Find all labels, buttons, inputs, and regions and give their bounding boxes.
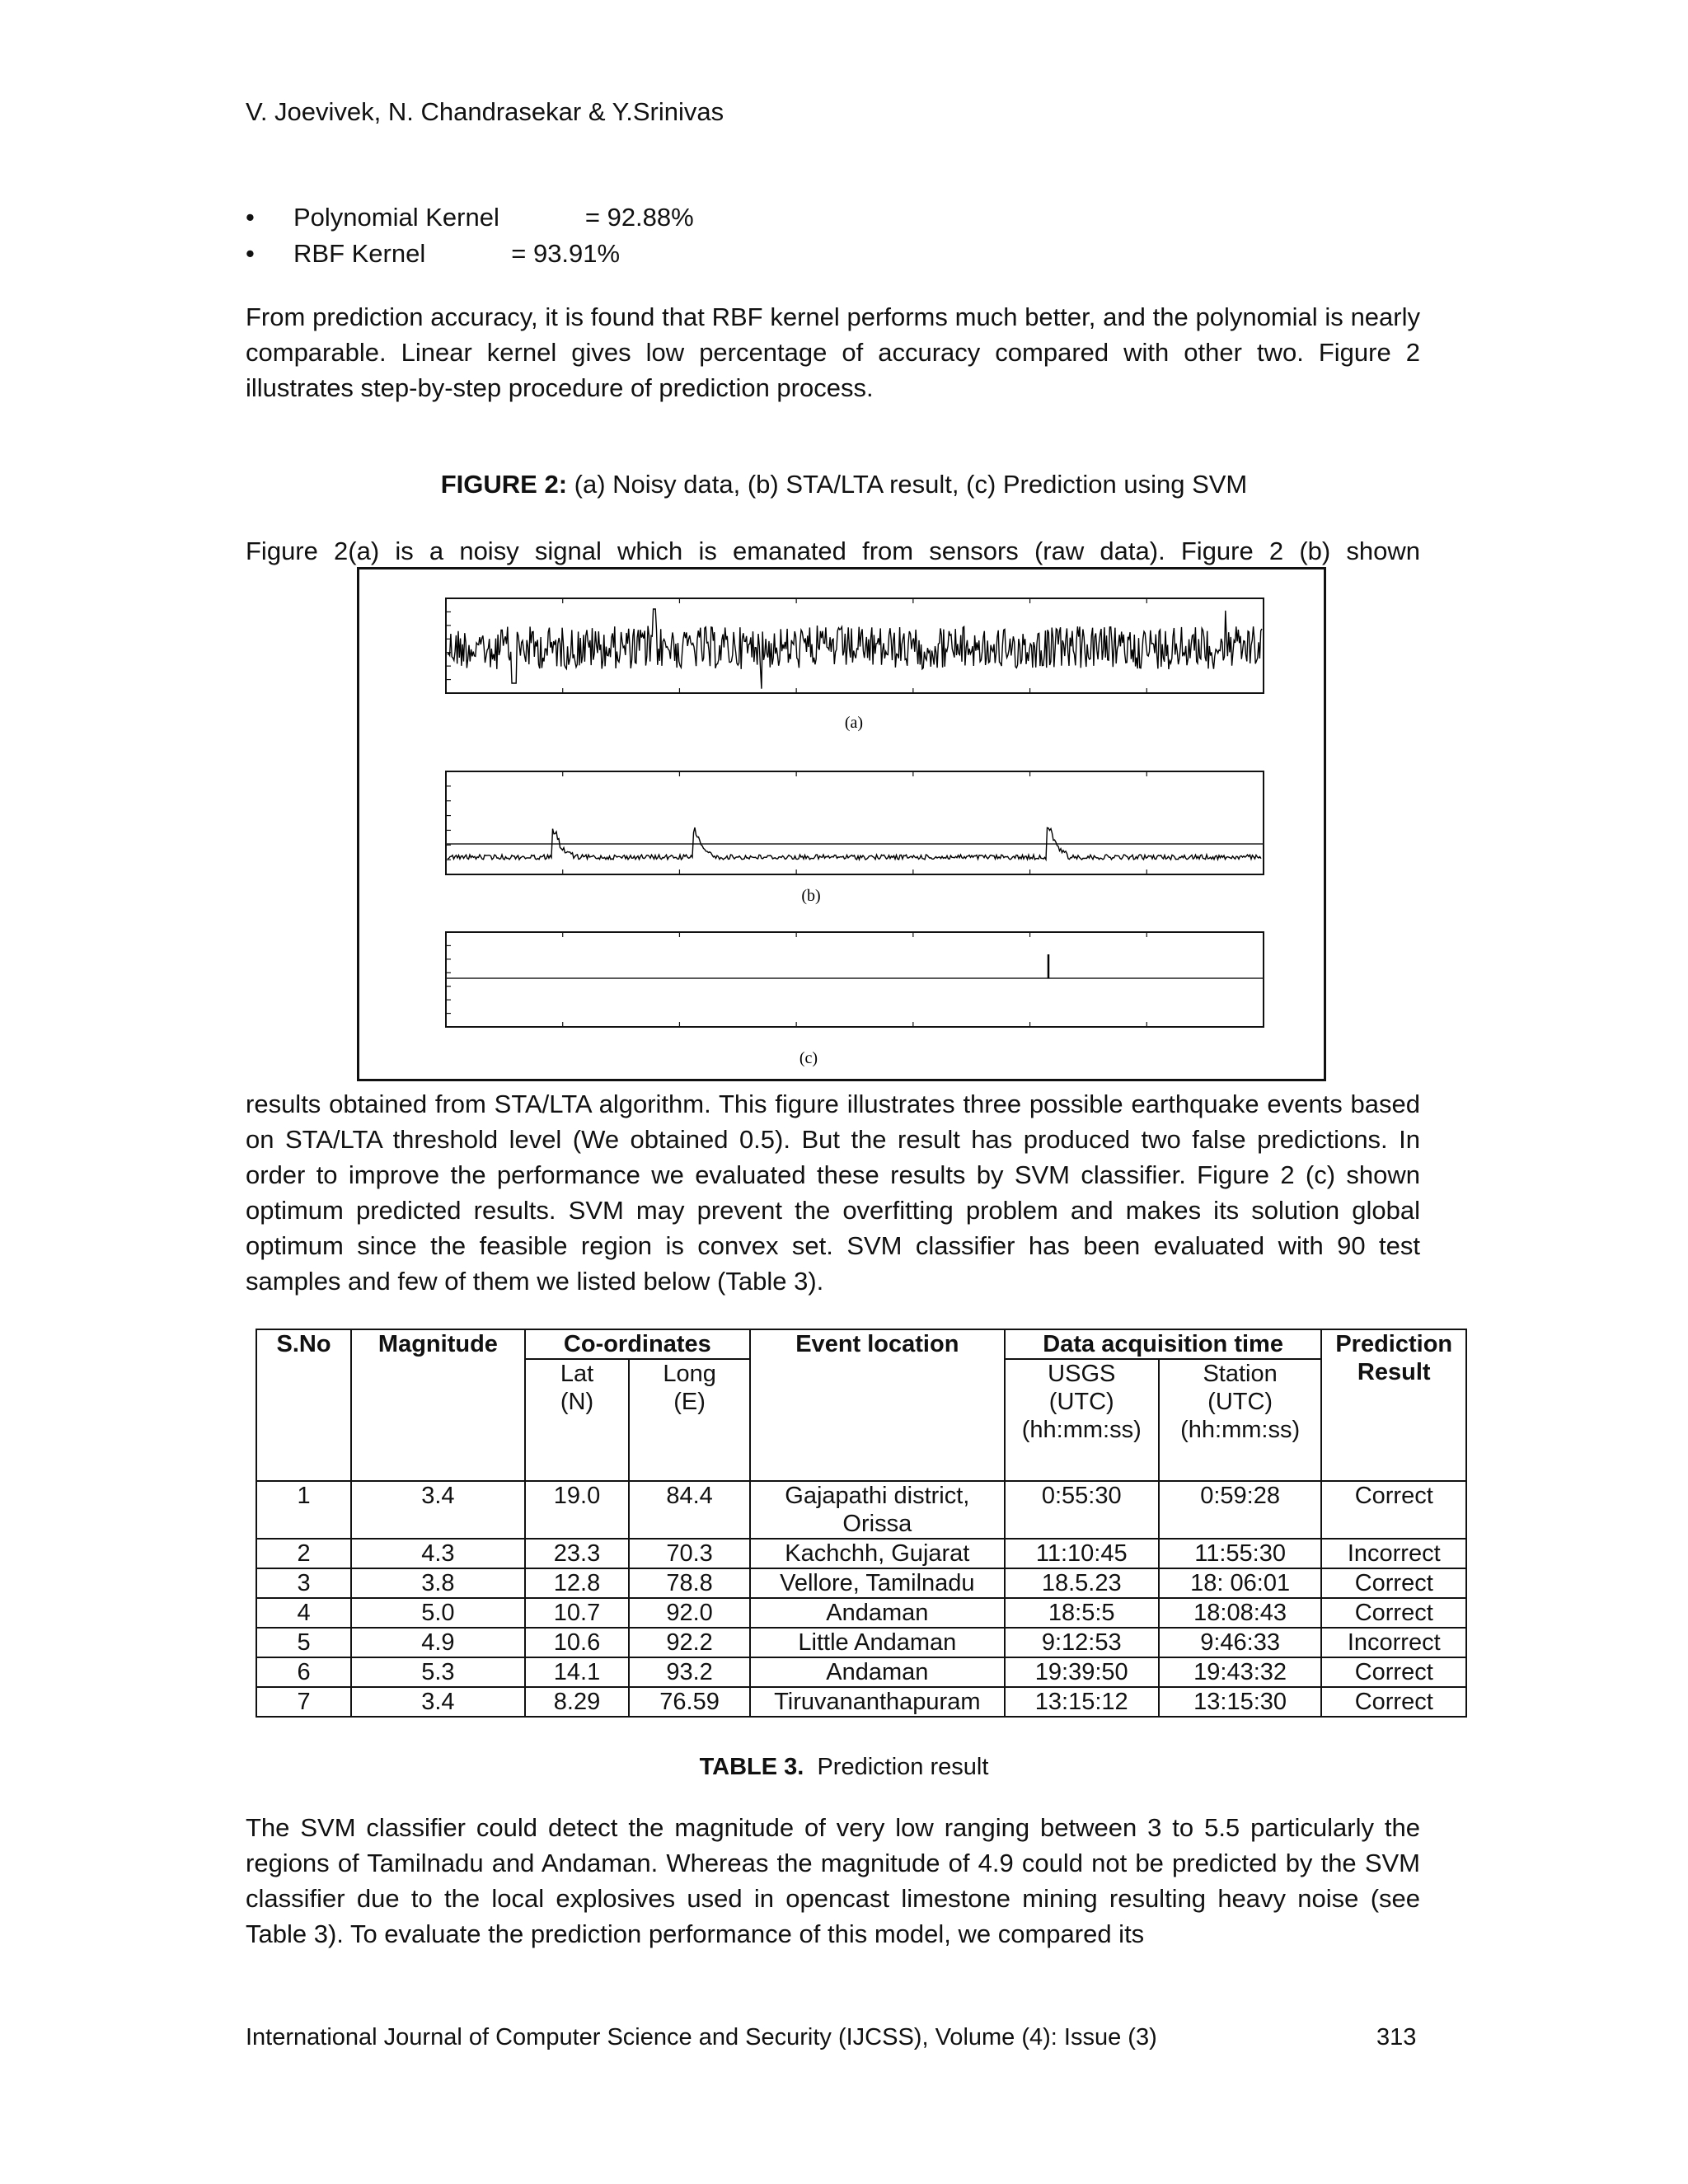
- panel-a-noisy-signal: [446, 598, 1264, 732]
- panel-a-ticks: [446, 598, 1264, 693]
- paragraph-kernel-comparison: From prediction accuracy, it is found that RBF kernel performs much better, and the polynomial is nearly comparable. Linear kernel gives low percentage of accuracy compared with other two. Figure 2 illustrates step-by-step procedure of prediction process.: [246, 302, 1420, 402]
- table-cell: Incorrect: [1321, 1539, 1466, 1568]
- panel-a-frame: [446, 598, 1264, 693]
- table-cell: 10.7: [525, 1598, 630, 1628]
- table-cell: Tiruvananthapuram: [750, 1687, 1005, 1717]
- table-body: [256, 1481, 1466, 1717]
- bullet-value: = 93.91%: [511, 239, 621, 268]
- bullet-label: RBF Kernel: [293, 239, 426, 268]
- panel-c-frame: [446, 932, 1264, 1027]
- table-row: [256, 1657, 1466, 1687]
- header-station: Station (UTC) (hh:mm:ss): [1159, 1359, 1322, 1481]
- table-cell: Correct: [1321, 1481, 1466, 1539]
- panel-b-ticks: [446, 771, 1264, 874]
- list-item: [246, 236, 694, 272]
- table-cell: 3: [256, 1568, 351, 1598]
- table-cell: Correct: [1321, 1568, 1466, 1598]
- table-cell: Kachchh, Gujarat: [750, 1539, 1005, 1568]
- paragraph-figure-intro: Figure 2(a) is a noisy signal which is emanated from sensors (raw data). Figure 2 (b) shown: [246, 537, 1420, 565]
- header-prediction-result: Prediction Result: [1321, 1329, 1466, 1481]
- table-cell: 3.4: [351, 1481, 525, 1539]
- header-sno: S.No: [256, 1329, 351, 1481]
- table-cell: 4.3: [351, 1539, 525, 1568]
- table-cell: Andaman: [750, 1657, 1005, 1687]
- table-cell: 18: 06:01: [1159, 1568, 1322, 1598]
- panel-a-label: (a): [844, 714, 864, 732]
- table-cell: 18.5.23: [1005, 1568, 1159, 1598]
- table-cell: Andaman: [750, 1598, 1005, 1628]
- table-cell: 19:43:32: [1159, 1657, 1322, 1687]
- table-cell: 13:15:30: [1159, 1687, 1322, 1717]
- table-cell: 84.4: [629, 1481, 750, 1539]
- paragraph-sta-lta-results: results obtained from STA/LTA algorithm. This figure illustrates three possible earthquake events based on STA/LTA threshold level (We obtained 0.5). But the result has produced two false predictions. In order to improve the performance we evaluated these results by SVM classifier. Figure 2 (c) shown optimum predicted results. SVM may prevent the overfitting problem and makes its solution global optimum since the feasible region is convex set. SVM classifier has been evaluated with 90 test samples and few of them we listed below (Table 3).: [246, 1090, 1420, 1296]
- table-cell: 3.4: [351, 1687, 525, 1717]
- paragraph-svm-discussion: The SVM classifier could detect the magnitude of very low ranging between 3 to 5.5 particularly the regions of Tamilnadu and Andaman. Whereas the magnitude of 4.9 could not be predicted by the SVM classifier due to the local explosives used in opencast limestone mining resulting heavy noise (see Table 3). To evaluate the prediction performance of this model, we compared its: [246, 1813, 1420, 1948]
- table-caption-label: TABLE 3.: [699, 1754, 804, 1780]
- table-caption-text: Prediction result: [804, 1754, 989, 1780]
- table-cell: 5: [256, 1628, 351, 1657]
- table-row: [256, 1539, 1466, 1568]
- table-cell: Correct: [1321, 1657, 1466, 1687]
- table-cell: Correct: [1321, 1687, 1466, 1717]
- journal-footer: International Journal of Computer Science and Security (IJCSS), Volume (4): Issue (3): [246, 2024, 1157, 2050]
- table-cell: 76.59: [629, 1687, 750, 1717]
- table-row: [256, 1481, 1466, 1539]
- table-cell: 10.6: [525, 1628, 630, 1657]
- table-cell: Vellore, Tamilnadu: [750, 1568, 1005, 1598]
- table-row: [256, 1568, 1466, 1598]
- table-cell: 5.3: [351, 1657, 525, 1687]
- table-cell: 14.1: [525, 1657, 630, 1687]
- table-cell: 12.8: [525, 1568, 630, 1598]
- table-cell: 70.3: [629, 1539, 750, 1568]
- table-cell: Incorrect: [1321, 1628, 1466, 1657]
- table-cell: 5.0: [351, 1598, 525, 1628]
- table-cell: 0:59:28: [1159, 1481, 1322, 1539]
- table-row: [256, 1687, 1466, 1717]
- table-cell: 6: [256, 1657, 351, 1687]
- list-item: [246, 199, 694, 236]
- bullet-value: = 92.88%: [584, 203, 694, 232]
- header-coordinates: Co-ordinates: [525, 1329, 750, 1359]
- header-lat: Lat (N): [525, 1359, 630, 1481]
- running-head: V. Joevivek, N. Chandrasekar & Y.Srinivas: [246, 97, 724, 126]
- figure-2: [357, 567, 1326, 1081]
- table-cell: 19:39:50: [1005, 1657, 1159, 1687]
- table-cell: Little Andaman: [750, 1628, 1005, 1657]
- table-cell: Correct: [1321, 1598, 1466, 1628]
- page-number: 313: [1376, 2024, 1417, 2050]
- header-acquisition-time: Data acquisition time: [1005, 1329, 1322, 1359]
- figure-caption-text: (a) Noisy data, (b) STA/LTA result, (c) Prediction using SVM: [567, 470, 1248, 499]
- table-cell: 9:12:53: [1005, 1628, 1159, 1657]
- table-cell: 7: [256, 1687, 351, 1717]
- panel-a-signal-trace: [448, 609, 1262, 689]
- table-cell: 18:5:5: [1005, 1598, 1159, 1628]
- figure-caption-label: FIGURE 2:: [440, 470, 568, 499]
- table-cell: 9:46:33: [1159, 1628, 1322, 1657]
- table-cell: 78.8: [629, 1568, 750, 1598]
- panel-b-frame: [446, 771, 1264, 874]
- table-cell: 2: [256, 1539, 351, 1568]
- table-row: [256, 1598, 1466, 1628]
- table-cell: 1: [256, 1481, 351, 1539]
- header-usgs: USGS (UTC) (hh:mm:ss): [1005, 1359, 1159, 1481]
- prediction-results-table: [256, 1329, 1467, 1718]
- table-cell: 8.29: [525, 1687, 630, 1717]
- table-cell: 11:10:45: [1005, 1539, 1159, 1568]
- table-cell: 4: [256, 1598, 351, 1628]
- panel-b-label: (b): [801, 887, 821, 905]
- panel-c-ticks: [446, 932, 1264, 1027]
- header-magnitude: Magnitude: [351, 1329, 525, 1481]
- table-cell: 4.9: [351, 1628, 525, 1657]
- table-cell: 23.3: [525, 1539, 630, 1568]
- table-cell: 92.2: [629, 1628, 750, 1657]
- panel-c-label: (c): [799, 1049, 818, 1067]
- header-long: Long (E): [629, 1359, 750, 1481]
- table-cell: Gajapathi district, Orissa: [750, 1481, 1005, 1539]
- table-cell: 13:15:12: [1005, 1687, 1159, 1717]
- table-cell: 11:55:30: [1159, 1539, 1322, 1568]
- table-caption: [0, 1754, 1688, 1781]
- kernel-accuracy-list: [246, 199, 694, 272]
- table-cell: 92.0: [629, 1598, 750, 1628]
- figure-caption: [0, 470, 1688, 499]
- header-event-location: Event location: [750, 1329, 1005, 1481]
- table-cell: 19.0: [525, 1481, 630, 1539]
- panel-b-sta-lta: [446, 771, 1264, 905]
- table-cell: 0:55:30: [1005, 1481, 1159, 1539]
- figure-plots: [359, 569, 1329, 1084]
- table-cell: 93.2: [629, 1657, 750, 1687]
- table-cell: 3.8: [351, 1568, 525, 1598]
- table-header-row: [256, 1329, 1466, 1359]
- table-cell: 18:08:43: [1159, 1598, 1322, 1628]
- table-row: [256, 1628, 1466, 1657]
- panel-c-svm-prediction: [446, 932, 1264, 1067]
- bullet-label: Polynomial Kernel: [293, 203, 499, 232]
